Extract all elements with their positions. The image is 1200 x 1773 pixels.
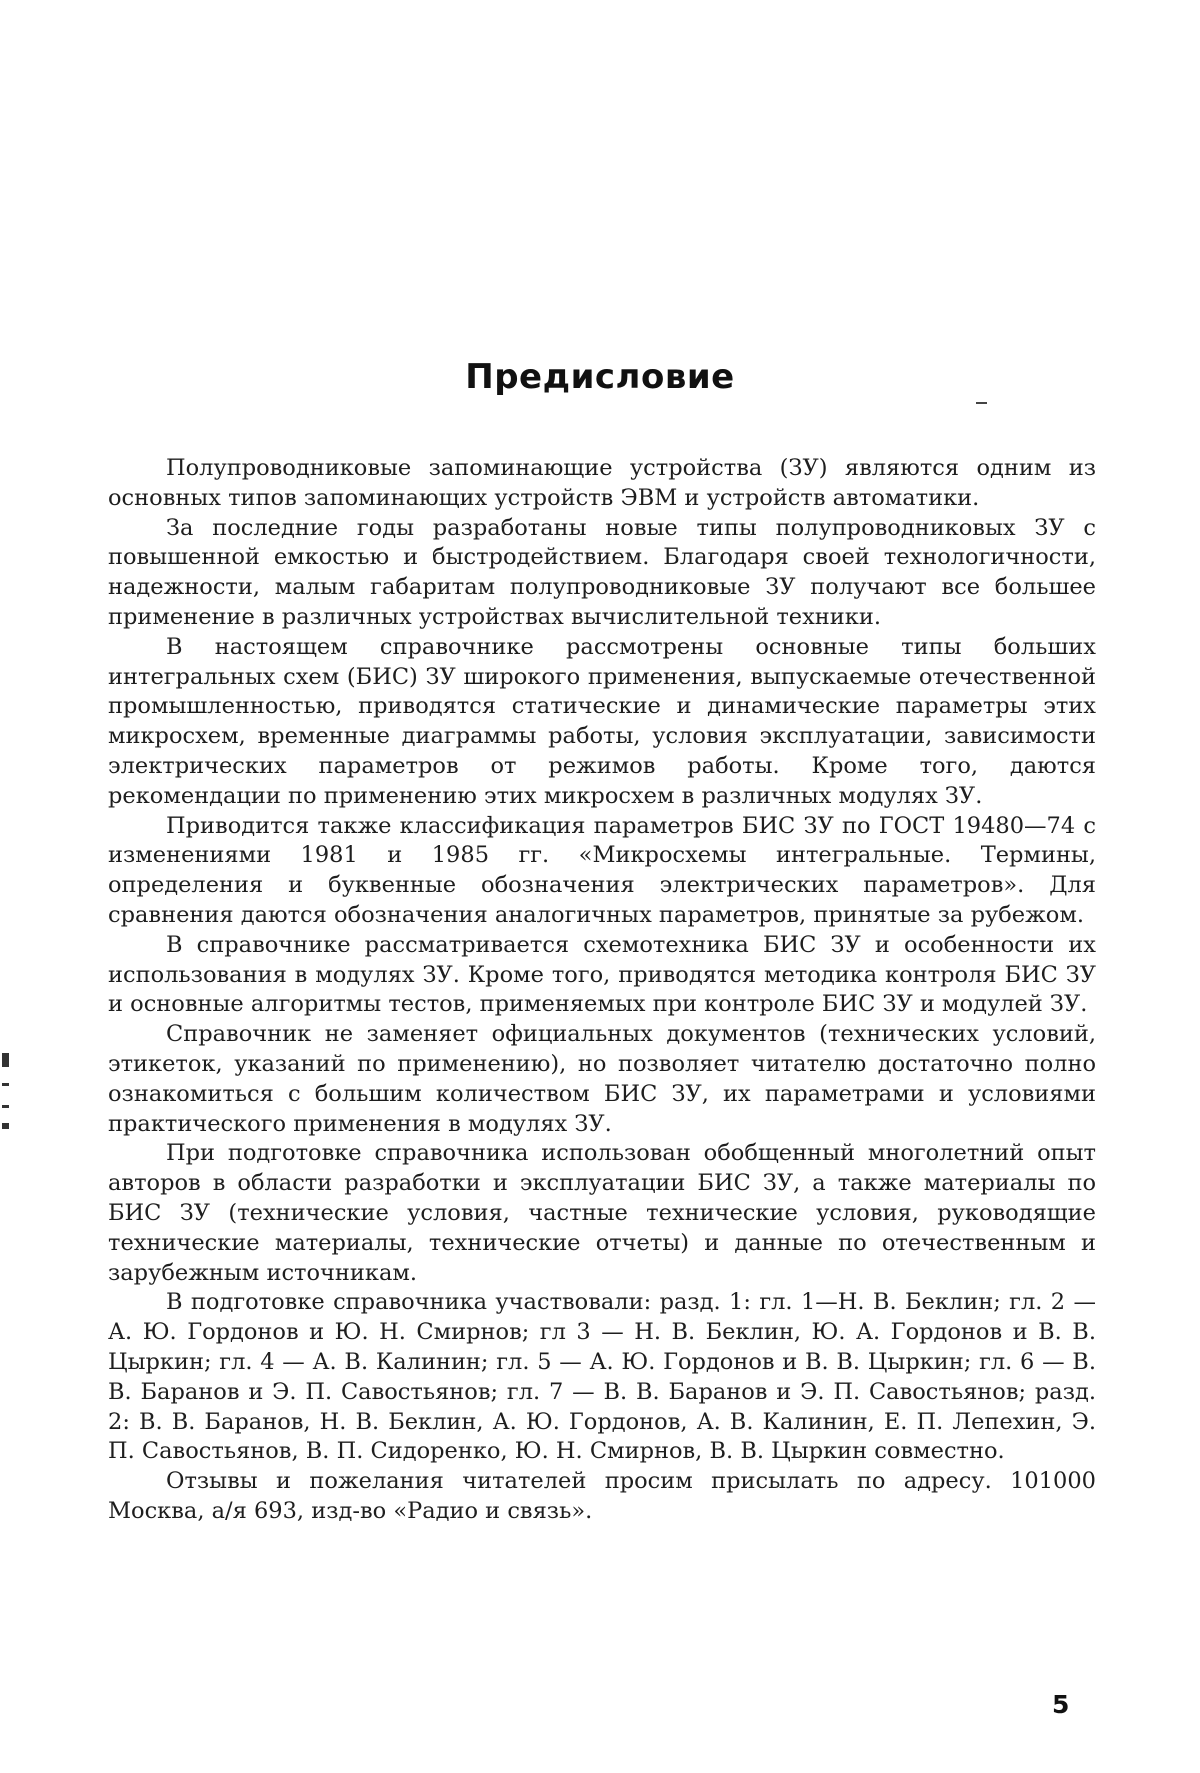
paragraph-4: Приводится также классификация параметров БИС ЗУ по ГОСТ 19480—74 с изменениями 1981 и 1985 гг. «Микросхемы интегральные. Термины, определения и буквенные обозначения электрических параметров». Для сравнения даются обозначения аналогичных параметров, принятые за рубежом. <box>108 812 1096 928</box>
preface-body <box>108 454 1096 1527</box>
paragraph-3: В настоящем справочнике рассмотрены основные типы больших интегральных схем (БИС) ЗУ широкого применения, выпускаемые отечественной промышленностью, приводятся статические и динамические параметры этих микросхем, временные диаграммы работы, условия эксплуатации, зависимости электрических параметров от режимов работы. Кроме того, даются рекомендации по применению этих микросхем в различных модулях ЗУ. <box>108 633 1096 809</box>
paragraph-6: Справочник не заменяет официальных документов (технических условий, этикеток, указаний по применению), но позволяет читателю достаточно полно ознакомиться с большим количеством БИС ЗУ, их параметрами и условиями практического применения в модулях ЗУ. <box>108 1021 1096 1137</box>
paragraph-5: В справочнике рассматривается схемотехника БИС ЗУ и особенности их использования в модулях ЗУ. Кроме того, приводятся методика контроля БИС ЗУ и основные алгоритмы тестов, применяемых при контроле БИС ЗУ и модулей ЗУ. <box>108 931 1096 1018</box>
ink-mark <box>976 402 987 404</box>
page-title: Предисловие <box>465 357 735 397</box>
paragraph-9: Отзывы и пожелания читателей просим присылать по адресу. 101000 Москва, а/я 693, изд-во «Радио и связь». <box>108 1468 1096 1524</box>
paragraph-2: За последние годы разработаны новые типы полупроводниковых ЗУ с повышенной емкостью и быстродействием. Благодаря своей технологичности, надежности, малым габаритам полупроводниковые ЗУ получают все большее применение в различных устройствах вычислительной техники. <box>108 514 1096 630</box>
page-number: 5 <box>1052 1690 1070 1719</box>
paragraph-8: В подготовке справочника участвовали: разд. 1: гл. 1—Н. В. Беклин; гл. 2 — А. Ю. Гордонов и Ю. Н. Смирнов; гл 3 — Н. В. Беклин, Ю. А. Гордонов и В. В. Цыркин; гл. 4 — А. В. Калинин; гл. 5 — А. Ю. Гордонов и В. В. Цыркин; гл. 6 — В. В. Баранов и Э. П. Савостьянов; гл. 7 — В. В. Баранов и Э. П. Савостьянов; разд. 2: В. В. Баранов, Н. В. Беклин, А. Ю. Гордонов, А. В. Калинин, Е. П. Лепехин, Э. П. Савостьянов, В. П. Сидоренко, Ю. Н. Смирнов, В. В. Цыркин совместно. <box>108 1289 1096 1465</box>
margin-scan-mark <box>0 1053 12 1133</box>
paragraph-7: При подготовке справочника использован обобщенный многолетний опыт авторов в области разработки и эксплуатации БИС ЗУ, а также материалы по БИС ЗУ (технические условия, частные технические условия, руководящие технические материалы, технические отчеты) и данные по отечественным и зарубежным источникам. <box>108 1140 1096 1286</box>
paragraph-1: Полупроводниковые запоминающие устройства (ЗУ) являются одним из основных типов запоминающих устройств ЭВМ и устройств автоматики. <box>108 455 1096 511</box>
